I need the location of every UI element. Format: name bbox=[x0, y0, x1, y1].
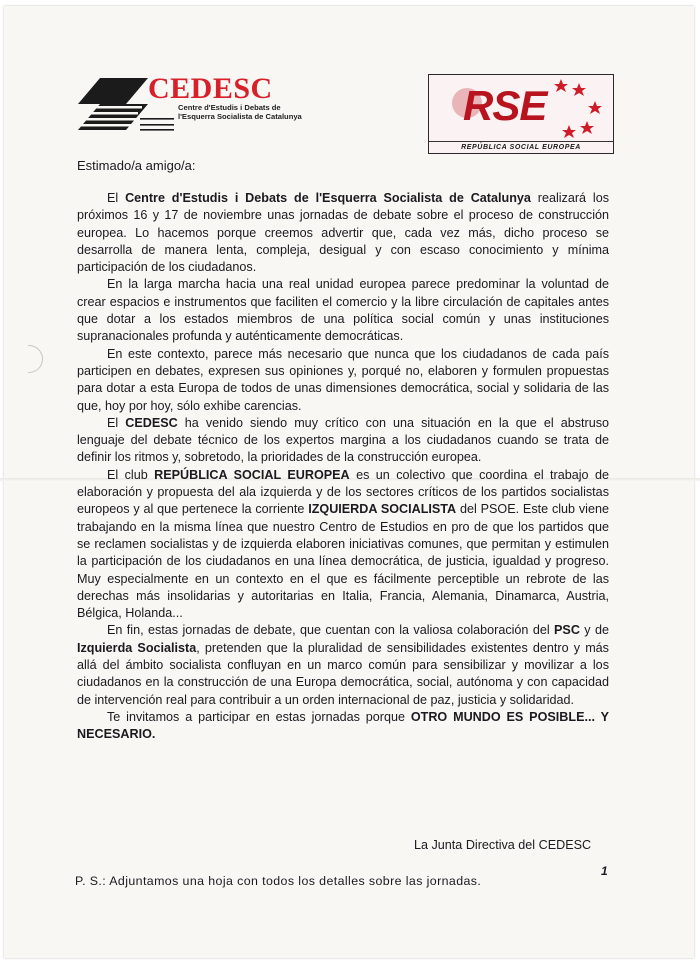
text-run: y de bbox=[579, 623, 609, 638]
text-run: ha venido siendo muy crítico con una situación en la que el abstruso lenguaje del debate técnico de los expertos margina a los ciudadanos cuando se trata de definir los ritmos y, sobretodo, la prioridades de la construcción europea. bbox=[77, 415, 610, 465]
paragraph-3: En este contexto, parece más necesario que nunca que los ciudadanos de cada país participen en debates, expresen sus opiniones y, porqué no, elaboren y formulen propuestas para dotar a esta Europa de todos de unas dimensiones democrática, social y solidaria de las que, hoy por hoy, sólo exhibe carencias. bbox=[77, 346, 609, 413]
text-run-bold: CEDESC bbox=[125, 415, 178, 430]
text-run: El club bbox=[107, 467, 155, 482]
paragraph-4 bbox=[77, 415, 609, 467]
paragraph-7 bbox=[77, 709, 609, 744]
paragraph-2: En la larga marcha hacia una real unidad europea parece predominar la voluntad de crear espacios e instrumentos que faciliten el comercio y la libre circulación de capitales antes que dotar a los estados miembros de una política social común y unas instituciones supranacionales profunda y auténticamente democráticas. bbox=[77, 277, 609, 344]
text-run: del PSOE. Este club viene trabajando en la misma línea que nuestro Centro de Estudios en pro de que los partidos que se reclamen socialistas y de izquierda elaboren iniciativas comunes, que permitan y estimulen la participación de los ciudadanos en una línea democrática, de justicia, igualdad y progreso. Muy especialmente en un contexto en el que es fácilmente perceptible un rebrote de las derechas más insolidarias y autoritarias en Italia, Francia, Alemania, Dinamarca, Austria, Bélgica, Holanda... bbox=[77, 502, 609, 621]
text-run: En fin, estas jornadas de debate, que cuentan con la valiosa colaboración del bbox=[107, 623, 555, 638]
text-run: es un colectivo que coordina el trabajo de elaboración y propuesta del ala izquierda y de los sectores críticos de los partidos socialistas europeos y al que pertenece la corriente bbox=[77, 467, 609, 517]
paragraph-1 bbox=[77, 190, 609, 276]
cedesc-subtitle: Centre d'Estudis i Debats de l'Esquerra Socialista de Catalunya bbox=[178, 103, 302, 121]
rse-logo bbox=[428, 74, 614, 154]
text-run: , pretenden que la pluralidad de sensibilidades existentes dentro y más allá del ámbito socialista confluyan en un marco común para sensibilizar y movilizar a los ciudadanos en la construcción de una Europa democrática, social, autónoma y con capacidad de intervención real para contribuir a un orden internacional de paz, justicia y solidaridad. bbox=[77, 640, 609, 707]
paragraph-5 bbox=[77, 467, 609, 623]
text-run-bold: Centre d'Estudis i Debats de l'Esquerra Socialista de Catalunya bbox=[125, 191, 531, 205]
rse-caption: REPÚBLICA SOCIAL EUROPEA bbox=[429, 141, 613, 151]
rse-name: RSE bbox=[463, 82, 547, 129]
text-run-bold: IZQUIERDA SOCIALISTA bbox=[308, 502, 457, 517]
text-run-bold: REPÚBLICA SOCIAL EUROPEA bbox=[154, 467, 350, 482]
cedesc-name: CEDESC bbox=[148, 72, 273, 105]
text-run: realizará los próximos 16 y 17 de noviembre unas jornadas de debate sobre el proceso de construcción europea. Lo hacemos porque creemos advertir que, cada vez más, dicho proceso se desarrolla de manera lenta, compleja, desigual y con escaso conocimiento y mínima participación de los ciudadanos. bbox=[77, 191, 610, 275]
paragraph-6 bbox=[77, 622, 609, 708]
text-run: El bbox=[107, 415, 126, 430]
salutation: Estimado/a amigo/a: bbox=[77, 158, 196, 173]
postscript: P. S.: Adjuntamos una hoja con todos los detalles sobre las jornadas. bbox=[75, 874, 482, 888]
text-run: Te invitamos a participar en estas jornadas porque bbox=[107, 709, 411, 724]
text-run-bold: OTRO MUNDO ES POSIBLE... Y NECESARIO. bbox=[77, 709, 609, 742]
page-number: 1 bbox=[601, 864, 608, 878]
letter-body bbox=[77, 190, 609, 744]
text-run-bold: PSC bbox=[554, 623, 580, 638]
signature: La Junta Directiva del CEDESC bbox=[414, 838, 592, 852]
text-run: El bbox=[107, 191, 126, 205]
text-run-bold: Izquierda Socialista bbox=[77, 640, 197, 655]
